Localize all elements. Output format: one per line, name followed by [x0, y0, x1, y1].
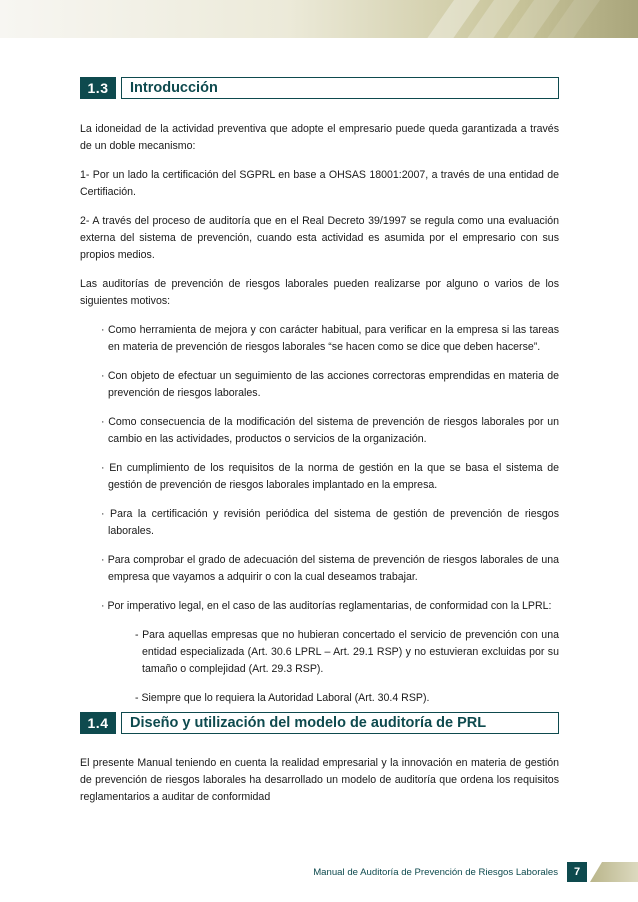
- intro-body: [80, 121, 559, 707]
- sub-list-item: - Siempre que lo requiera la Autoridad Laboral (Art. 30.4 RSP).: [135, 692, 430, 704]
- list-item: · Para comprobar el grado de adecuación del sistema de prevención de riesgos laborales de una empresa que vayamos a adquirir o con la cual deseamos trabajar.: [101, 554, 559, 583]
- section-title: Introducción: [121, 77, 559, 99]
- list-item: · Con objeto de efectuar un seguimiento de las acciones correctoras emprendidas en materia de prevención de riesgos laborales.: [101, 370, 559, 399]
- sub-list-item: - Para aquellas empresas que no hubieran concertado el servicio de prevención con una entidad especializada (Art. 30.6 LPRL – Art. 29.1 RSP) y no estuvieran excluidas por su tamaño o complejidad (Art. 29.3 RSP).: [135, 629, 559, 675]
- section-heading-1-3: [80, 77, 559, 99]
- paragraph: La idoneidad de la actividad preventiva que adopte el empresario puede queda garantizada a través de un doble mecanismo:: [80, 123, 559, 152]
- section-heading-1-4: [80, 712, 559, 734]
- header-decoration-band: [0, 0, 638, 38]
- paragraph: 2- A través del proceso de auditoría que en el Real Decreto 39/1997 se regula como una evaluación externa del sistema de prevención, cuando esta actividad es asumida por el empresario con sus propios medios.: [80, 215, 559, 261]
- section-number: 1.3: [80, 77, 116, 99]
- paragraph: Las auditorías de prevención de riesgos laborales pueden realizarse por alguno o varios de los siguientes motivos:: [80, 278, 559, 307]
- paragraph: El presente Manual teniendo en cuenta la realidad empresarial y la innovación en materia de gestión de prevención de riesgos laborales ha desarrollado un modelo de auditoría que ordena los requisitos reglamentarios a auditar de conformidad: [80, 757, 559, 803]
- list-item: · En cumplimiento de los requisitos de la norma de gestión en la que se basa el sistema de gestión de prevención de riesgos laborales implantado en la empresa.: [101, 462, 559, 491]
- section-title: Diseño y utilización del modelo de auditoría de PRL: [121, 712, 559, 734]
- footer-decoration-band: [590, 862, 638, 882]
- section-number: 1.4: [80, 712, 116, 734]
- list-item: · Como herramienta de mejora y con carácter habitual, para verificar en la empresa si las tareas en materia de prevención de riesgos laborales “se hacen como se dice que deben hacerse”.: [101, 324, 559, 353]
- list-item: · Para la certificación y revisión periódica del sistema de gestión de prevención de riesgos laborales.: [101, 508, 559, 537]
- paragraph: 1- Por un lado la certificación del SGPRL en base a OHSAS 18001:2007, a través de una entidad de Certifiación.: [80, 169, 559, 198]
- page-number: 7: [567, 862, 587, 882]
- footer-title: Manual de Auditoría de Prevención de Riesgos Laborales: [313, 867, 558, 878]
- list-item: · Como consecuencia de la modificación del sistema de prevención de riesgos laborales por un cambio en las actividades, productos o servicios de la organización.: [101, 416, 559, 445]
- design-body: [80, 755, 559, 806]
- list-item: · Por imperativo legal, en el caso de las auditorías reglamentarias, de conformidad con la LPRL:: [101, 600, 552, 612]
